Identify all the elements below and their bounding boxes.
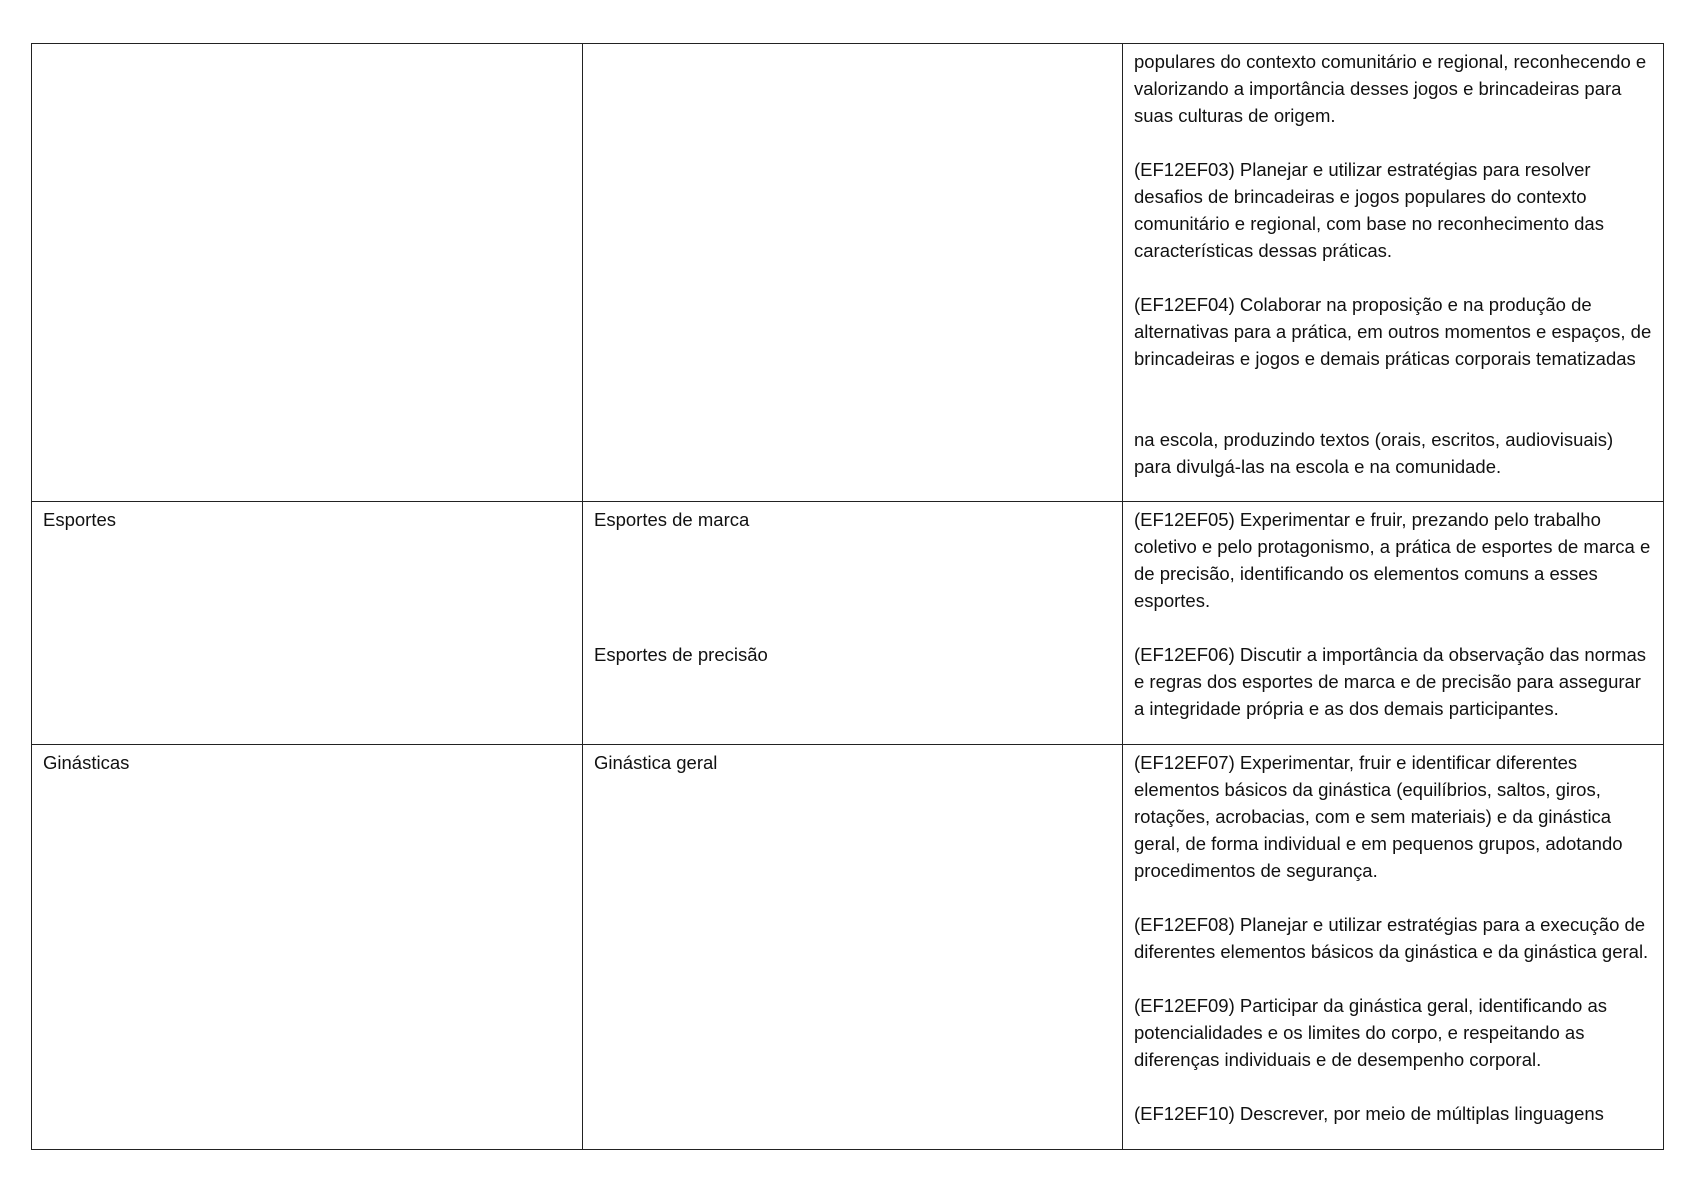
table-row xyxy=(32,502,1664,745)
knowledge-object-label: Esportes de marca xyxy=(594,509,750,530)
thematic-unit-cell xyxy=(32,502,583,745)
skill-text: na escola, produzindo textos (orais, escritos, audiovisuais) para divulgá-las na escola e na comunidade. xyxy=(1134,429,1614,477)
skills-cell xyxy=(1123,502,1664,745)
knowledge-object-label: Ginástica geral xyxy=(594,752,718,773)
knowledge-object-label: Esportes de precisão xyxy=(594,644,768,665)
skill-text: (EF12EF10) Descrever, por meio de múltiplas linguagens xyxy=(1134,1103,1604,1124)
skill-text: (EF12EF08) Planejar e utilizar estratégias para a execução de diferentes elementos básicos da ginástica e da ginástica geral. xyxy=(1134,914,1649,962)
skill-text: (EF12EF05) Experimentar e fruir, prezando pelo trabalho coletivo e pelo protagonismo, a prática de esportes de marca e de precisão, identificando os elementos comuns a esses esportes. xyxy=(1134,509,1651,611)
thematic-unit-cell xyxy=(32,44,583,502)
thematic-unit-label: Ginásticas xyxy=(43,752,130,773)
knowledge-object-cell xyxy=(583,44,1123,502)
skill-text: (EF12EF06) Discutir a importância da observação das normas e regras dos esportes de marca e de precisão para assegurar a integridade própria e as dos demais participantes. xyxy=(1134,644,1647,719)
skill-text: (EF12EF07) Experimentar, fruir e identificar diferentes elementos básicos da ginástica (equilíbrios, saltos, giros, rotações, acrobacias, com e sem materiais) e da ginástica geral, de forma individual e em pequenos grupos, adotando procedimentos de segurança. xyxy=(1134,752,1623,881)
skill-text: populares do contexto comunitário e regional, reconhecendo e valorizando a importância desses jogos e brincadeiras para suas culturas de origem. xyxy=(1134,51,1647,126)
skills-cell xyxy=(1123,745,1664,1150)
skills-cell xyxy=(1123,44,1664,502)
table-row xyxy=(32,745,1664,1150)
thematic-unit-label: Esportes xyxy=(43,509,117,530)
skill-text: (EF12EF03) Planejar e utilizar estratégias para resolver desafios de brincadeiras e jogos populares do contexto comunitário e regional, com base no reconhecimento das características dessas práticas. xyxy=(1134,159,1604,261)
skill-text: (EF12EF09) Participar da ginástica geral, identificando as potencialidades e os limites do corpo, e respeitando as diferenças individuais e de desempenho corporal. xyxy=(1134,995,1608,1070)
knowledge-object-cell xyxy=(583,745,1123,1150)
curriculum-table xyxy=(31,43,1664,1150)
knowledge-object-cell xyxy=(583,502,1123,745)
table-row xyxy=(32,44,1664,502)
thematic-unit-cell xyxy=(32,745,583,1150)
skill-text: (EF12EF04) Colaborar na proposição e na produção de alternativas para a prática, em outros momentos e espaços, de brincadeiras e jogos e demais práticas corporais tematizadas xyxy=(1134,294,1652,369)
spacer xyxy=(594,533,1111,641)
